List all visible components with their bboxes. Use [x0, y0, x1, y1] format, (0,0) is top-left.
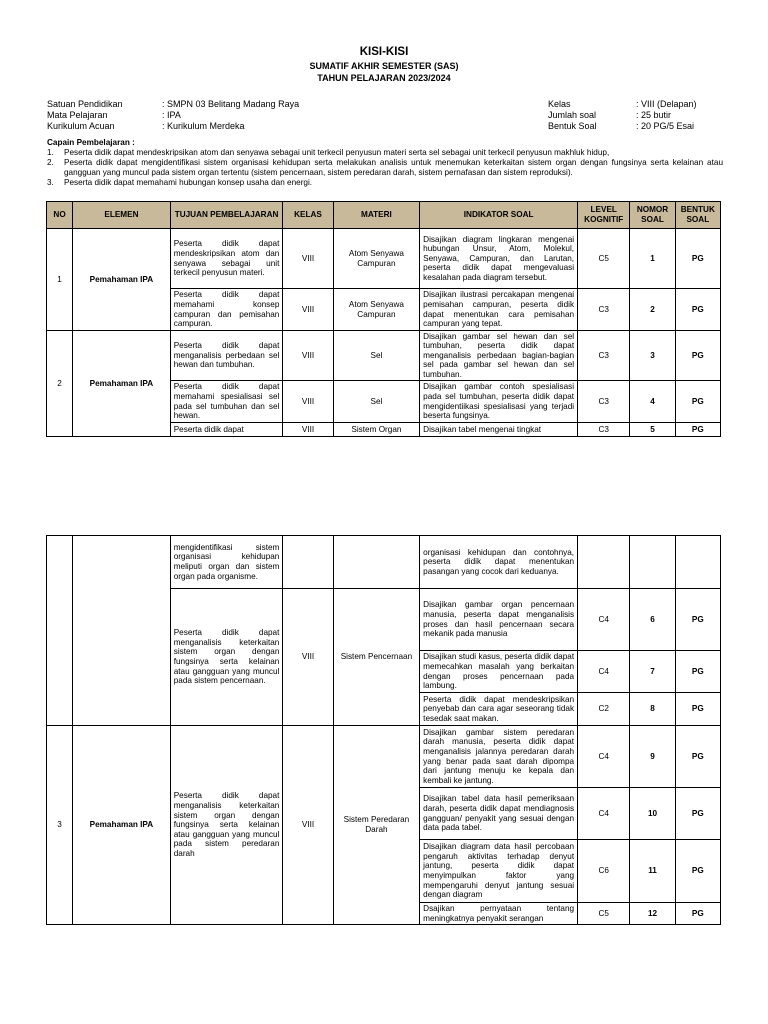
cell-nomor: 10: [630, 788, 675, 840]
table-row: [47, 536, 721, 589]
cell-no: 1: [47, 229, 73, 331]
capaian-item: 2. Peserta didik dapat mengidentifikasi sistem organisasi kehidupan serta melakukan analisis untuk menemukan keterkaitan sistem organ dengan fungsinya serta kelainan atau gangguan yang muncul pada sistem organ tertentu (sistem pencernaan, sistem peredaran darah, sistem pernafasan dan sistem reproduksi).: [47, 158, 723, 177]
cell-level: C4: [578, 651, 630, 693]
cell-bentuk: PG: [675, 726, 720, 788]
cell-materi: [333, 536, 420, 589]
cell-nomor: 5: [630, 423, 675, 437]
cell-bentuk: PG: [675, 423, 720, 437]
col-header-no: NO: [47, 202, 73, 229]
info-label: Kelas: [548, 99, 571, 109]
col-header-materi: MATERI: [333, 202, 420, 229]
cell-nomor: 3: [630, 331, 675, 381]
cell-tujuan: Peserta didik dapat menganalisis perbedaan sel hewan dan tumbuhan.: [170, 331, 283, 381]
cell-materi: Sel: [333, 381, 420, 423]
cell-tujuan: Peserta didik dapat memahami konsep campuran dan pemisahan campuran.: [170, 289, 283, 331]
capaian-heading: Capain Pembelajaran :: [47, 138, 135, 147]
info-value: : 20 PG/5 Esai: [636, 121, 695, 131]
info-value: : 25 butir: [636, 110, 672, 120]
cell-level: C3: [578, 289, 630, 331]
cell-bentuk: PG: [675, 289, 720, 331]
cell-materi: Sistem Pencernaan: [333, 589, 420, 726]
cell-level: C3: [578, 423, 630, 437]
cell-bentuk: PG: [675, 693, 720, 726]
cell-elemen: [73, 536, 171, 726]
info-value: : IPA: [162, 110, 181, 120]
cell-materi: Atom Senyawa Campuran: [333, 289, 420, 331]
cell-level: C4: [578, 788, 630, 840]
document-title: KISI-KISI: [359, 46, 409, 58]
cell-materi: Sistem Organ: [333, 423, 420, 437]
info-values-left: [162, 99, 299, 132]
info-label: Jumlah soal: [548, 110, 597, 120]
cell-nomor: 9: [630, 726, 675, 788]
capaian-item: 1. Peserta didik dapat mendeskripsikan atom dan senyawa sebagai unit terkecil penyusun materi serta sel sebagai unit terkecil penyusun makhluk hidup,: [47, 148, 610, 157]
cell-level: C2: [578, 693, 630, 726]
cell-nomor: 6: [630, 589, 675, 651]
col-header-kelas: KELAS: [283, 202, 333, 229]
cell-indikator: Disajikan tabel mengenai tingkat: [420, 423, 578, 437]
cell-materi: Sel: [333, 331, 420, 381]
cell-level: C4: [578, 726, 630, 788]
table-row: [47, 229, 721, 289]
cell-indikator: Peserta didik dapat mendeskripsikan penyebab dan cara agar seseorang tidak tesedak saat makan.: [420, 693, 578, 726]
info-labels-right: [548, 99, 597, 132]
cell-kelas: [283, 536, 333, 589]
info-labels-left: [47, 99, 123, 132]
col-header-indikator: INDIKATOR SOAL: [420, 202, 578, 229]
cell-no: 2: [47, 331, 73, 437]
table-row: [47, 726, 721, 788]
cell-level: C4: [578, 589, 630, 651]
cell-nomor: 2: [630, 289, 675, 331]
cell-bentuk: PG: [675, 651, 720, 693]
cell-bentuk: PG: [675, 331, 720, 381]
cell-materi: Sistem Peredaran Darah: [333, 726, 420, 925]
cell-tujuan: mengidentifikasi sistem organisasi kehidupan meliputi organ dan sistem organ pada organisme.: [170, 536, 283, 589]
cell-kelas: VIII: [283, 423, 333, 437]
cell-elemen: Pemahaman IPA: [73, 229, 171, 331]
cell-tujuan: Peserta didik dapat memahami spesialisasi sel pada sel tumbuhan dan sel hewan.: [170, 381, 283, 423]
capaian-item: 3. Peserta didik dapat memahami hubungan konsep usaha dan energi.: [47, 178, 313, 187]
cell-nomor: 12: [630, 903, 675, 925]
cell-tujuan: Peserta didik dapat menganalisis keterkaitan sistem organ dengan fungsinya serta kelainan atau gangguan yang muncul pada sistem pencernaan.: [170, 589, 283, 726]
info-value: : Kurikulum Merdeka: [162, 121, 245, 131]
cell-level: C3: [578, 331, 630, 381]
cell-level: C5: [578, 903, 630, 925]
kisi-kisi-table-continued: [46, 535, 721, 925]
info-value: : VIII (Delapan): [636, 99, 697, 109]
cell-indikator: Dsajikan pernyataan tentang meningkatnya penyakit serangan: [420, 903, 578, 925]
cell-bentuk: PG: [675, 840, 720, 903]
col-header-level: LEVEL KOGNITIF: [578, 202, 630, 229]
academic-year: TAHUN PELAJARAN 2023/2024: [317, 73, 451, 83]
cell-indikator: Disajikan studi kasus, peserta didik dapat memecahkan masalah yang berkaitan dengan proses pencernaan pada lambung.: [420, 651, 578, 693]
cell-kelas: VIII: [283, 381, 333, 423]
cell-indikator: Disajikan gambar contoh spesialisasi pada sel tumbuhan, peserta didik dapat mengidentiikasi spesialisasi yang terjadi beserta fungsinya.: [420, 381, 578, 423]
cell-indikator: Disajikan diagram data hasil percobaan pengaruh aktivitas terhadap denyut jantung, peserta didik dapat menyimpulkan faktor yang mempengaruhi denyut jantung sesuai dengan diagram: [420, 840, 578, 903]
cell-kelas: VIII: [283, 589, 333, 726]
cell-bentuk: PG: [675, 903, 720, 925]
cell-nomor: 4: [630, 381, 675, 423]
cell-indikator: Disajikan gambar sistem peredaran darah manusia, peserta didik dapat menganalisis jalannya peredaran darah yang benar pada saat darah dipompa dari jantung menuju ke kepala dan kembali ke jantung.: [420, 726, 578, 788]
col-header-bentuk: BENTUK SOAL: [675, 202, 720, 229]
cell-level: C5: [578, 229, 630, 289]
cell-nomor: 7: [630, 651, 675, 693]
cell-nomor: 1: [630, 229, 675, 289]
cell-indikator: Disajikan ilustrasi percakapan mengenai pemisahan campuran, peserta didik dapat menentukan cara pemisahan campuran yang tepat.: [420, 289, 578, 331]
cell-elemen: Pemahaman IPA: [73, 331, 171, 437]
cell-bentuk: [675, 536, 720, 589]
info-label: Bentuk Soal: [548, 121, 597, 131]
col-header-tujuan: TUJUAN PEMBELAJARAN: [170, 202, 283, 229]
cell-bentuk: PG: [675, 381, 720, 423]
cell-tujuan: Peserta didik dapat menganalisis keterkaitan sistem organ dengan fungsinya serta kelainan atau gangguan yang muncul pada sistem peredaran darah: [170, 726, 283, 925]
cell-indikator: Disajikan tabel data hasil pemeriksaan darah, peserta didik dapat mendiagnosis gangguan/ penyakit yang sesuai dengan data pada tabel.: [420, 788, 578, 840]
document-subtitle: SUMATIF AKHIR SEMESTER (SAS): [309, 61, 459, 71]
cell-kelas: VIII: [283, 331, 333, 381]
col-header-nomor: NOMOR SOAL: [630, 202, 675, 229]
cell-materi: Atom Senyawa Campuran: [333, 229, 420, 289]
cell-indikator: Disajikan diagram lingkaran mengenai hubungan Unsur, Atom, Molekul, Senyawa, Campuran, dan Larutan, peserta didik dapat mengevaluasi kesalahan pada diagram tersebut.: [420, 229, 578, 289]
cell-bentuk: PG: [675, 229, 720, 289]
cell-level: [578, 536, 630, 589]
cell-indikator: Disajikan gambar sel hewan dan sel tumbuhan, peserta didik dapat menganalisis perbedaan bagian-bagian sel pada gambar sel hewan dan sel tumbuhan.: [420, 331, 578, 381]
cell-tujuan: Peserta didik dapat mendeskripsikan atom dan senyawa sebagai unit terkecil penyusun materi.: [170, 229, 283, 289]
cell-no: 3: [47, 726, 73, 925]
col-header-elemen: ELEMEN: [73, 202, 171, 229]
cell-kelas: VIII: [283, 726, 333, 925]
info-value: : SMPN 03 Belitang Madang Raya: [162, 99, 300, 109]
cell-kelas: VIII: [283, 229, 333, 289]
cell-no: [47, 536, 73, 726]
cell-nomor: [630, 536, 675, 589]
capaian-pembelajaran: [47, 138, 723, 188]
table-row: [47, 331, 721, 381]
cell-tujuan: Peserta didik dapat: [170, 423, 283, 437]
cell-indikator: organisasi kehidupan dan contohnya, peserta didik dapat menentukan pasangan yang cocok dari keduanya.: [420, 536, 578, 589]
kisi-kisi-table: [46, 201, 721, 437]
cell-level: C3: [578, 381, 630, 423]
cell-bentuk: PG: [675, 589, 720, 651]
cell-nomor: 8: [630, 693, 675, 726]
table-header-row: [47, 202, 721, 229]
info-values-right: [636, 99, 697, 132]
cell-nomor: 11: [630, 840, 675, 903]
cell-indikator: Disajikan gambar organ pencernaan manusia, peserta dapat menganalisis proses dan hasil pencernaan secara mekanik pada manusia: [420, 589, 578, 651]
info-label: Kurikulum Acuan: [47, 121, 115, 131]
cell-kelas: VIII: [283, 289, 333, 331]
info-label: Satuan Pendidikan: [47, 99, 123, 109]
cell-elemen: Pemahaman IPA: [73, 726, 171, 925]
cell-bentuk: PG: [675, 788, 720, 840]
cell-level: C6: [578, 840, 630, 903]
info-label: Mata Pelajaran: [47, 110, 108, 120]
